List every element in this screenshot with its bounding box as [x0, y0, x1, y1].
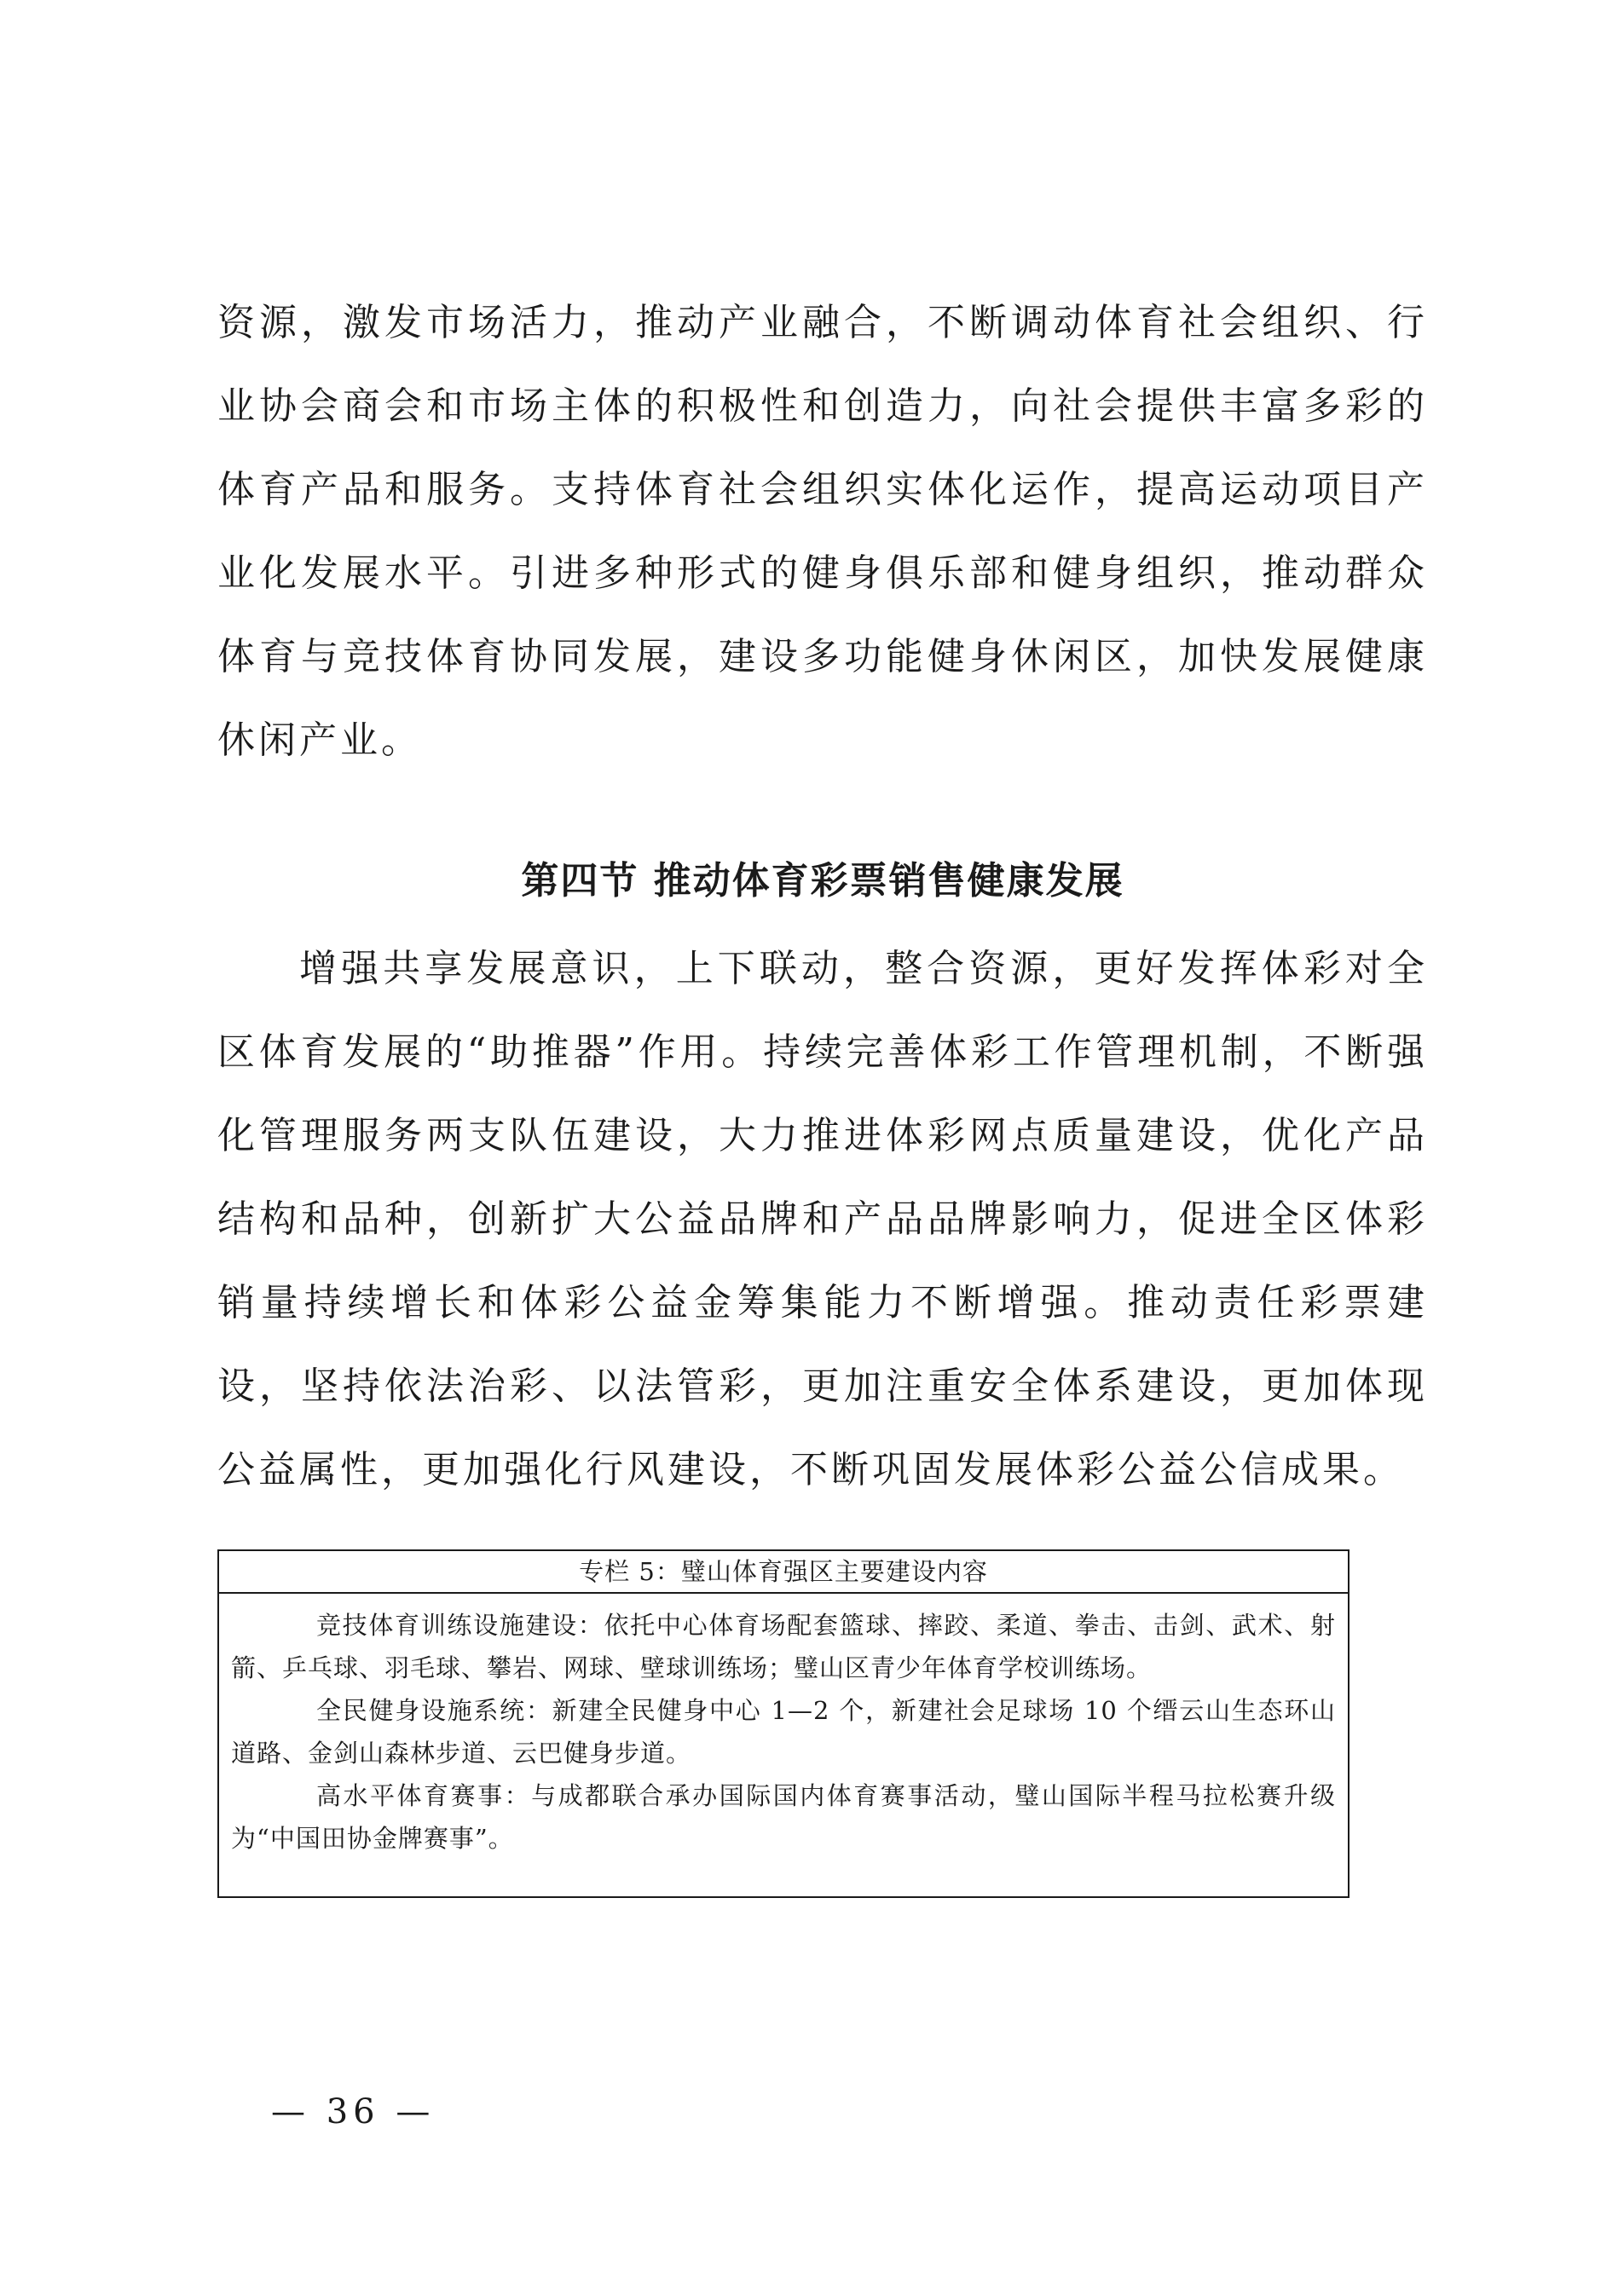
sidebar-box	[217, 1549, 1349, 1898]
section-body-paragraph: 增强共享发展意识，上下联动，整合资源，更好发挥体彩对全区体育发展的“助推器”作用。持续完善体彩工作管理机制，不断强化管理服务两支队伍建设，大力推进体彩网点质量建设，优化产品结构和品种，创新扩大公益品牌和产品品牌影响力，促进全区体彩销量持续增长和体彩公益金筹集能力不断增强。推动责任彩票建设，坚持依法治彩、以法管彩，更加注重安全体系建设，更加体现公益属性，更加强化行风建设，不断巩固发展体彩公益公信成果。	[217, 947, 1428, 1491]
intro-paragraph: 资源，激发市场活力，推动产业融合，不断调动体育社会组织、行业协会商会和市场主体的积极性和创造力，向社会提供丰富多彩的体育产品和服务。支持体育社会组织实体化运作，提高运动项目产业化发展水平。引进多种形式的健身俱乐部和健身组织，推动群众体育与竞技体育协同发展，建设多功能健身休闲区，加快发展健康休闲产业。	[217, 301, 1428, 762]
sidebar-box-item-sports-events: 高水平体育赛事：与成都联合承办国际国内体育赛事活动，璧山国际半程马拉松赛升级为“中国田协金牌赛事”。	[231, 1781, 1336, 1853]
page-number: — 36 —	[271, 2092, 436, 2132]
sidebar-box-item-training-facilities: 竞技体育训练设施建设：依托中心体育场配套篮球、摔跤、柔道、拳击、击剑、武术、射箭、乒乓球、羽毛球、攀岩、网球、壁球训练场；璧山区青少年体育学校训练场。	[231, 1611, 1336, 1682]
sidebar-box-item-fitness-facilities: 全民健身设施系统：新建全民健身中心 1—2 个，新建社会足球场 10 个缙云山生态环山道路、金剑山森林步道、云巴健身步道。	[231, 1696, 1336, 1768]
section-title: 第四节 推动体育彩票销售健康发展	[521, 859, 1124, 903]
sidebar-box-title: 专栏 5：璧山体育强区主要建设内容	[219, 1551, 1348, 1594]
sidebar-box-items	[219, 1594, 1348, 1860]
